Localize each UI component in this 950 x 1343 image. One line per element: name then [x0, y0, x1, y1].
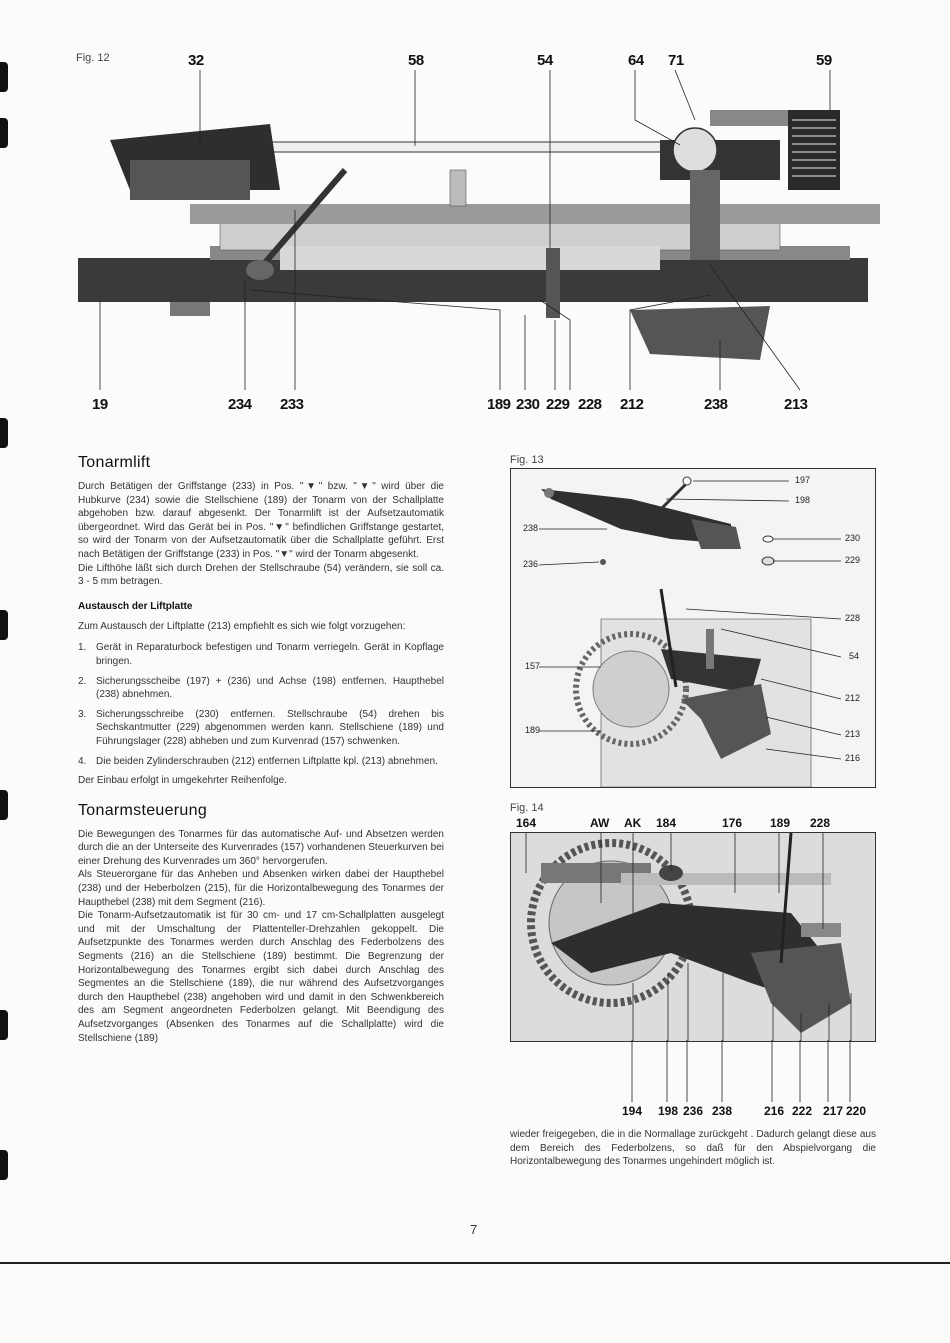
- binder-mark: [0, 1150, 8, 1180]
- fig12-callout: 71: [668, 52, 684, 69]
- paragraph: Der Einbau erfolgt in umgekehrter Reihenfolge.: [78, 775, 288, 787]
- fig14-callout: 217: [823, 1104, 844, 1118]
- fig13-label: Fig. 13: [510, 454, 544, 466]
- section-tonarmlift: [78, 454, 444, 1045]
- fig14-frame: [510, 832, 876, 1042]
- fig14-callout: 194: [622, 1104, 643, 1118]
- paragraph: wieder freigegeben, die in die Normallage zurückgeht . Dadurch gelangt diese aus dem Bereich des Federbolzens, so daß für den Abspielvorgang die Horizontalbewegung des Tonarmes ungehindert möglich ist.: [510, 1129, 876, 1168]
- fig12-callout: 229: [546, 396, 570, 413]
- list-item: 3. Sicherungsschreibe (230) entfernen. Stellschraube (54) drehen bis Sechskantmutter (229) abgenommen werden kann. Stellschiene (189) und Führungslager (228) abheben und zum Kurvenrad (157) schwenken.: [78, 708, 444, 747]
- fig13-callout: 238: [523, 523, 539, 533]
- fig14-callout: 176: [722, 816, 743, 830]
- section-title: Tonarmlift: [78, 454, 151, 471]
- paragraph: Durch Betätigen der Griffstange (233) in Pos. "▼" bzw. "▼" wird über die Hubkurve (234) sowie die Stellschiene (189) der Tonarm von der Schallplatte abgehoben bzw. darauf abgesenkt. Der Tonarmlift ist der Aufsetzautomatik übergeordnet. Wird das Gerät bei in Pos. "▼" befindlichen Griffstange gestartet, so wird der Tonarm von der Aufsetzautomatik über die Schallplatte geführt. Erst nach Betätigen der Griffstange (233) in Pos. "▼" wird der Tonarm abgesenkt.: [78, 481, 444, 560]
- fig12-callout: 32: [188, 52, 204, 69]
- binder-mark: [0, 118, 8, 148]
- fig12-callout: 19: [92, 396, 108, 413]
- list-item: 1. Gerät in Reparaturbock befestigen und Tonarm verriegeln. Gerät in Kopflage bringen.: [78, 642, 444, 667]
- paragraph: Die Tonarm-Aufsetzautomatik ist für 30 cm- und 17 cm-Schallplatten ausgelegt und mit der Umschaltung der Plattenteller-Drehzahlen gekoppelt. Die Aufsetzpunkte des Tonarmes werden durch Anschlag des Federbolzens des Segments (216) an die Stellschiene (189) bestimmt. Die Begrenzung der Horizontalbewegung des Tonarmes ergibt sich dabei durch Anschlag des Segmentes an die Stellschiene (189), die nur während des Aufsetzvorganges durch den Haupthebel (238) angehoben wird und damit in den Schwenkbereich des am Segment angeordneten Federbolzen gelangt. Mit Beendigung des Aufsetzvorganges (Absenken des Tonarmes auf die Schallplatte) wird die Stellschiene (189): [78, 910, 444, 1044]
- fig12-callout: 233: [280, 396, 304, 413]
- step-list: [78, 641, 444, 768]
- fig14-label: Fig. 14: [510, 802, 544, 814]
- binder-mark: [0, 1010, 8, 1040]
- fig13-callout: 236: [523, 559, 539, 569]
- fig13-callout: 157: [525, 661, 541, 671]
- paragraph: Zum Austausch der Liftplatte (213) empfiehlt es sich wie folgt vorzugehen:: [78, 620, 406, 632]
- continuation-text-block: [510, 1128, 876, 1169]
- fig12-label: Fig. 12: [76, 52, 110, 64]
- page-number: 7: [470, 1222, 478, 1237]
- fig14-callout: 220: [846, 1104, 867, 1118]
- fig12-callout: 54: [537, 52, 553, 69]
- fig14-bottom-leaders: [510, 1040, 874, 1104]
- fig12-callout: 228: [578, 396, 602, 413]
- fig12-callout: 213: [784, 396, 808, 413]
- lift-mechanism-drawing: [511, 469, 875, 787]
- control-mechanism-drawing: [511, 833, 875, 1041]
- binder-mark: [0, 610, 8, 640]
- fig14-callout: 222: [792, 1104, 813, 1118]
- fig12-callout: 189: [487, 396, 511, 413]
- fig14-callout: 216: [764, 1104, 785, 1118]
- paragraph: Die Bewegungen des Tonarmes für das automatische Auf- und Absetzen werden durch die an der Unterseite des Kurvenrades (157) vorhandenen Steuerkurven bei einer Drehung des Kurvenrades um 360° hervorgerufen.: [78, 828, 444, 867]
- fig13-callout: 197: [795, 475, 811, 485]
- paragraph: Als Steuerorgane für das Anheben und Absenken wirken dabei der Haupthebel (238) und der Heberbolzen (215), für die Horizontalbewegung des Tonarmes der Haupthebel (238) mit dem Segment (216).: [78, 869, 444, 908]
- list-item: 4. Die beiden Zylinderschrauben (212) entfernen Liftplatte kpl. (213) abnehmen.: [78, 755, 438, 767]
- fig13-callout: 216: [845, 753, 861, 763]
- fig14-callout: AW: [590, 816, 610, 830]
- bottom-rule: [0, 1262, 950, 1264]
- list-item: 2. Sicherungsscheibe (197) + (236) und Achse (198) entfernen. Haupthebel (238) abnehmen.: [78, 675, 444, 701]
- section-title: Tonarmsteuerung: [78, 801, 208, 819]
- fig14-callout: AK: [624, 816, 642, 830]
- fig13-callout: 189: [525, 725, 541, 735]
- fig13-callout: 230: [845, 533, 861, 543]
- fig13-callout: 212: [845, 693, 861, 703]
- tonearm-side-drawing: [70, 70, 880, 400]
- fig12-callout: 64: [628, 52, 644, 69]
- binder-mark: [0, 418, 8, 448]
- fig13-callout: 228: [845, 613, 861, 623]
- fig12-callout: 230: [516, 396, 540, 413]
- fig13-callout: 198: [795, 495, 811, 505]
- fig14-callout: 184: [656, 816, 677, 830]
- binder-mark: [0, 62, 8, 92]
- binder-mark: [0, 790, 8, 820]
- fig14-callout: 198: [658, 1104, 679, 1118]
- fig14-callout: 238: [712, 1104, 733, 1118]
- fig14-callout: 164: [516, 816, 537, 830]
- fig14-callout: 189: [770, 816, 791, 830]
- fig13-frame: [510, 468, 876, 788]
- fig12-callout: 212: [620, 396, 644, 413]
- fig14-callout: 228: [810, 816, 831, 830]
- fig12-callout: 58: [408, 52, 424, 69]
- paragraph: Die Lifthöhe läßt sich durch Drehen der Stellschraube (54) verändern, sie soll ca. 3 - 5 mm betragen.: [78, 562, 444, 588]
- fig13-callout: 213: [845, 729, 861, 739]
- fig13-callout: 54: [849, 651, 860, 661]
- fig12-callout: 234: [228, 396, 252, 413]
- fig12-callout: 59: [816, 52, 832, 69]
- fig14-callout: 236: [683, 1104, 704, 1118]
- fig13-callout: 229: [845, 555, 861, 565]
- fig12-callout: 238: [704, 396, 728, 413]
- subheading: Austausch der Liftplatte: [78, 600, 193, 612]
